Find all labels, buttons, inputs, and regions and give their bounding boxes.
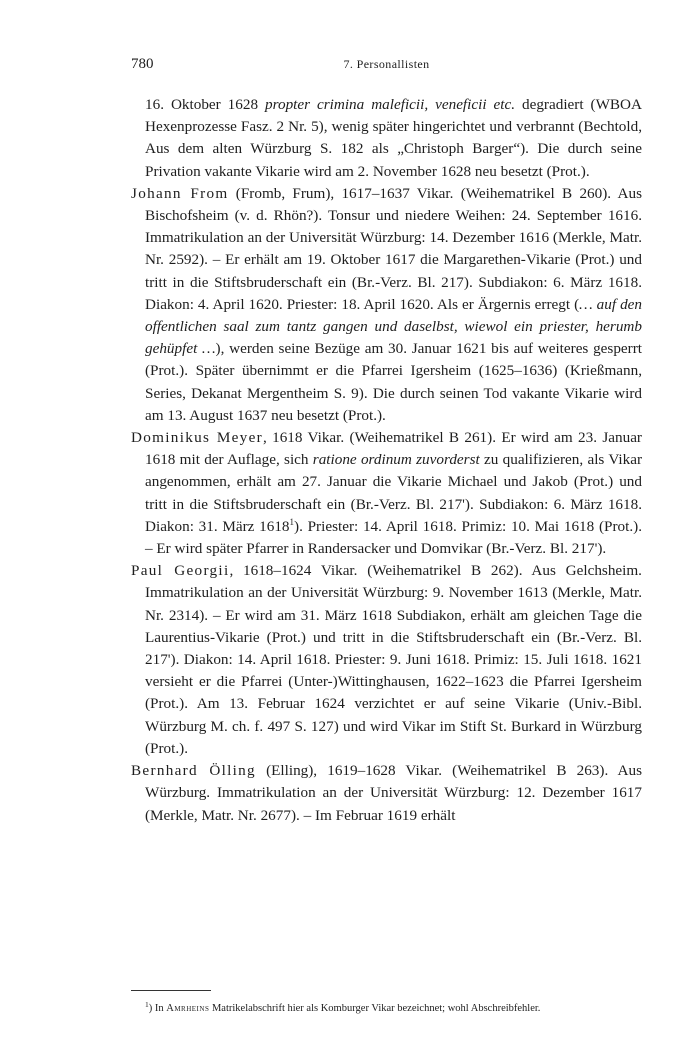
page-number: 780 bbox=[131, 56, 154, 72]
entry-bernhard-oelling bbox=[131, 760, 642, 827]
person-name: Paul Georgii bbox=[131, 562, 230, 580]
person-name: Johann From bbox=[131, 184, 229, 202]
footnote-text: Matrikelabschrift hier als Komburger Vikar bezeichnet; wohl Abschreibfehler. bbox=[209, 1003, 541, 1014]
quotation: ratione ordinum zuvorderst bbox=[312, 451, 480, 469]
footnote-divider bbox=[131, 990, 211, 991]
entry-johann-from bbox=[131, 183, 642, 427]
entry-continuation bbox=[131, 94, 642, 183]
entry-dominikus-meyer bbox=[131, 427, 642, 560]
quotation: … auf den offentlichen saal zum tantz gangen und daselbst, wiewol ein priester, herumb gehüpfet … bbox=[145, 295, 643, 358]
entry-text: zu qualifizieren, als Vikar angenommen, erhält am 27. Januar die Vikarie Michael und Jakob (Prot.) und tritt in die Stiftsbruderschaft ein (Br.-Verz. Bl. 217'). Subdiakon: 6. März 1618. Diakon: 31. März 1618 bbox=[145, 451, 642, 535]
entry-text: (Elling), 1619–1628 Vikar. (Weihematrikel B 263). Aus Würzburg. Immatrikulation an der Universität Würzburg: 12. Dezember 1617 (Merkle, Matr. Nr. 2677). – Im Februar 1619 erhält bbox=[145, 762, 642, 824]
footnote-text: ) In bbox=[148, 1003, 167, 1014]
latin-quote: propter crimina maleficii, veneficii etc. bbox=[265, 96, 516, 113]
footnote bbox=[131, 1001, 642, 1016]
person-name: Dominikus Meyer bbox=[131, 429, 263, 447]
footnote-reference[interactable]: 1 bbox=[289, 516, 295, 527]
entry-text: degradiert (WBOA Hexenprozesse Fasz. 2 Nr. 5), wenig später hingerichtet und verbrannt (Bechtold, Aus dem alten Würzburg S. 182 als „Christoph Barger“). Die durch seine Privation vakante Vikarie wird am 2. November 1628 neu besetzt (Prot.). bbox=[145, 96, 642, 180]
person-name: Bernhard Ölling bbox=[131, 762, 256, 780]
entry-text: , 1618 Vikar. (Weihematrikel B 261). Er wird am 23. Januar 1618 mit der Auflage, sich bbox=[145, 429, 642, 469]
footnote-author: Amrheins bbox=[166, 1003, 210, 1014]
body-text bbox=[131, 94, 642, 827]
footnote-mark: 1 bbox=[145, 1000, 149, 1009]
entry-text: (Fromb, Frum), 1617–1637 Vikar. (Weihematrikel B 260). Aus Bischofsheim (v. d. Rhön?). Tonsur und niedere Weihen: 24. September 1616. Immatrikulation an der Universität Würzburg: 14. Dezember 1616 (Merkle, Matr. Nr. 2592). – Er erhält am 19. Oktober 1617 die Margarethen-Vikarie (Prot.) und tritt in die Stiftsbruderschaft ein (Br.-Verz. Bl. 217). Subdiakon: 6. März 1618. Diakon: 4. April 1620. Priester: 18. April 1620. Als er Ärgernis erregt ( bbox=[145, 184, 642, 313]
entry-text: ), werden seine Bezüge am 30. Januar 1621 bis auf weiteres gesperrt (Prot.). Später übernimmt er die Pfarrei Igersheim (1625–1636) (Krießmann, Series, Dekanat Mergentheim S. 9). Die durch seinen Tod vakante Vikarie wird am 13. August 1637 neu besetzt (Prot.). bbox=[145, 340, 642, 424]
entry-paul-georgii bbox=[131, 560, 642, 760]
entry-text: , 1618–1624 Vikar. (Weihematrikel B 262). Aus Gelchsheim. Immatrikulation an der Universität Würzburg: 9. November 1613 (Merkle, Matr. Nr. 2314). – Er wird am 31. März 1618 Subdiakon, erhält am gleichen Tage die Laurentius-Vikarie (Prot.) und tritt in die Stiftsbruderschaft ein (Br.-Verz. Bl. 217'). Diakon: 14. April 1618. Priester: 9. Juni 1618. Primiz: 15. Juli 1618. 1621 versieht er die Pfarrei (Unter-)Wittinghausen, 1622–1623 die Pfarrei Igersheim (Prot.). Am 13. Februar 1624 verzichtet er auf seine Vikarie (Univ.-Bibl. Würzburg M. ch. f. 497 S. 127) und wird Vikar im Stift St. Burkard in Würzburg (Prot.). bbox=[145, 562, 642, 757]
running-head: 7. Personallisten bbox=[343, 57, 430, 71]
page-header bbox=[131, 56, 642, 78]
entry-text: ). Priester: 14. April 1618. Primiz: 10. Mai 1618 (Prot.). – Er wird später Pfarrer in Randersacker und Domvikar (Br.-Verz. Bl. 217'). bbox=[145, 517, 642, 558]
entry-text: 16. Oktober 1628 bbox=[145, 96, 266, 113]
